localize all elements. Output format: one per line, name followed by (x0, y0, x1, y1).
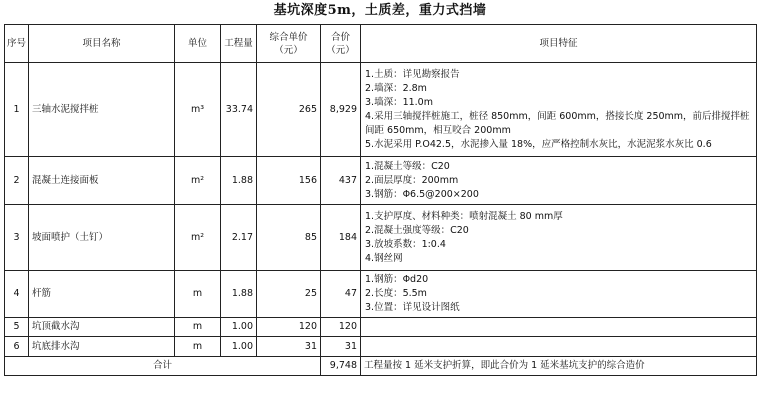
item-name: 混凝土连接面板 (29, 157, 175, 205)
header-row (5, 25, 757, 63)
unit: m² (175, 157, 221, 205)
row-number: 1 (5, 63, 29, 157)
table-row (5, 63, 757, 157)
total-price: 120 (321, 318, 361, 337)
unit-price: 120 (257, 318, 321, 337)
feature-line: 4.钢丝网 (365, 252, 403, 264)
total-price: 184 (321, 205, 361, 271)
unit-price: 156 (257, 157, 321, 205)
row-number: 2 (5, 157, 29, 205)
feature-line: 2.长度：5.5m (365, 288, 427, 299)
feature-line: 3.位置：详见设计图纸 (365, 302, 460, 313)
total-price: 31 (321, 337, 361, 357)
total-price: 8,929 (321, 63, 361, 157)
item-name: 坑顶截水沟 (29, 318, 175, 337)
header-price: 综合单价（元） (257, 25, 321, 63)
feature-line: 3.钢筋：Φ6.5@200×200 (365, 188, 479, 200)
feature-line: 1.土质：详见勘察报告 (365, 68, 460, 80)
feature-cell (361, 337, 757, 357)
unit-price: 25 (257, 271, 321, 318)
feature-line: 1.钢筋：Φd20 (365, 274, 429, 285)
quantity: 2.17 (221, 205, 257, 271)
unit: m (175, 271, 221, 318)
feature-line: 2.面层厚度：200mm (365, 174, 459, 186)
table-row (5, 337, 757, 357)
header-qty: 工程量 (221, 25, 257, 63)
unit: m² (175, 205, 221, 271)
quantity: 1.88 (221, 157, 257, 205)
feature-cell (361, 271, 757, 318)
quantity: 1.00 (221, 318, 257, 337)
row-number: 3 (5, 205, 29, 271)
unit: m³ (175, 63, 221, 157)
quantity: 33.74 (221, 63, 257, 157)
row-number: 5 (5, 318, 29, 337)
feature-cell (361, 205, 757, 271)
item-name: 坑底排水沟 (29, 337, 175, 357)
feature-line: 1.支护厚度、材料种类：喷射混凝土 80 mm厚 (365, 210, 563, 222)
quantity: 1.88 (221, 271, 257, 318)
header-feature: 项目特征 (361, 25, 757, 63)
feature-cell (361, 63, 757, 157)
header-total: 合价（元） (321, 25, 361, 63)
feature-line: 2.混凝土强度等级：C20 (365, 224, 469, 236)
feature-line: 间距 650mm，相互咬合 200mm (365, 124, 511, 136)
feature-line: 1.混凝土等级：C20 (365, 160, 450, 172)
feature-line: 2.墙深：2.8m (365, 82, 427, 94)
header-name: 项目名称 (29, 25, 175, 63)
unit: m (175, 318, 221, 337)
quantity: 1.00 (221, 337, 257, 357)
table-row (5, 318, 757, 337)
feature-line: 5.水泥采用 P.O42.5，水泥掺入量 18%，应严格控制水灰比，水泥泥浆水灰比 0.6 (365, 138, 712, 150)
footer-total: 9,748 (321, 357, 361, 376)
footer-label: 合计 (5, 357, 321, 376)
feature-cell (361, 157, 757, 205)
total-price: 437 (321, 157, 361, 205)
total-price: 47 (321, 271, 361, 318)
item-name: 坡面喷护（土钉） (29, 205, 175, 271)
row-number: 6 (5, 337, 29, 357)
table-row (5, 205, 757, 271)
cost-table (4, 24, 757, 376)
unit: m (175, 337, 221, 357)
header-unit: 单位 (175, 25, 221, 63)
table-row (5, 157, 757, 205)
feature-line: 4.采用三轴搅拌桩施工，桩径 850mm，间距 600mm，搭接长度 250mm，前后排搅拌桩 (365, 110, 750, 122)
unit-price: 265 (257, 63, 321, 157)
row-number: 4 (5, 271, 29, 318)
feature-cell (361, 318, 757, 337)
table-row (5, 271, 757, 318)
footer-note: 工程量按 1 延米支护折算，即此合价为 1 延米基坑支护的综合造价 (361, 357, 757, 376)
unit-price: 85 (257, 205, 321, 271)
footer-row (5, 357, 757, 376)
feature-line: 3.放坡系数：1:0.4 (365, 238, 446, 250)
item-name: 杆筋 (29, 271, 175, 318)
page-title: 基坑深度5m，土质差，重力式挡墙 (273, 3, 487, 18)
feature-line: 3.墙深：11.0m (365, 96, 433, 108)
unit-price: 31 (257, 337, 321, 357)
item-name: 三轴水泥搅拌桩 (29, 63, 175, 157)
header-no: 序号 (5, 25, 29, 63)
